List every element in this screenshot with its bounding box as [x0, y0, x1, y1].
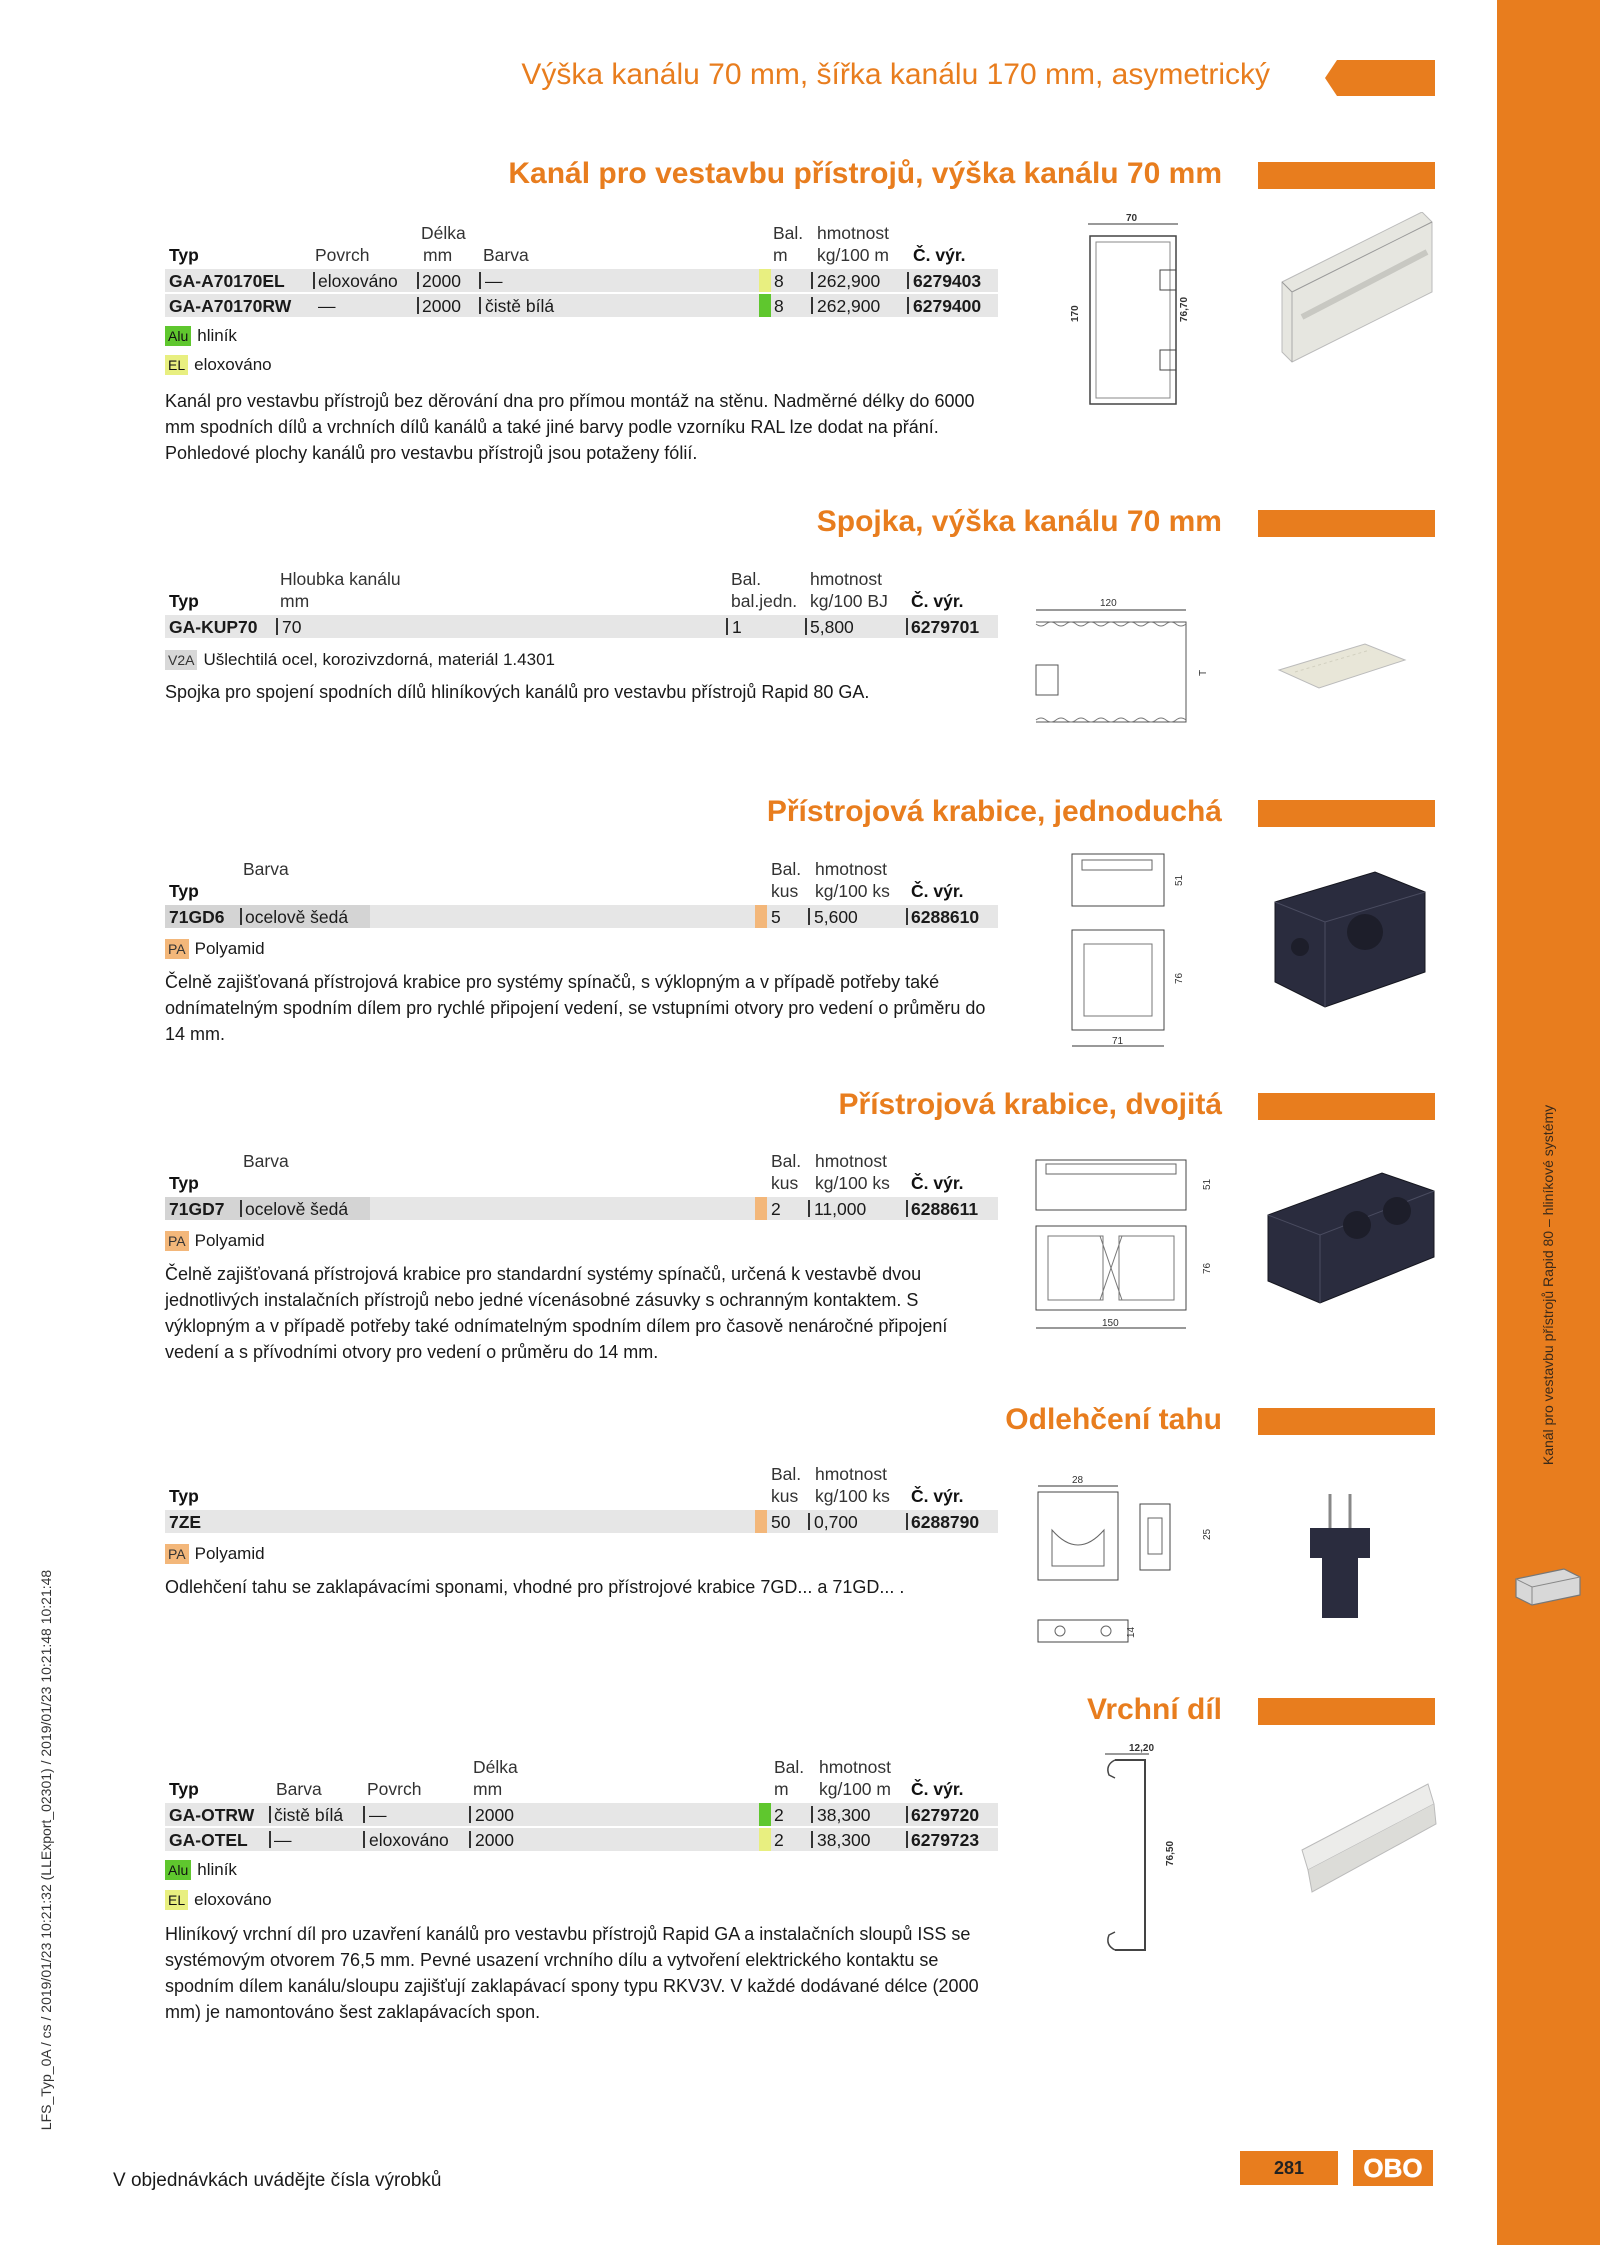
svg-text:71: 71 [1112, 1036, 1124, 1047]
section-bar [1258, 162, 1435, 189]
single-box-photo [1265, 862, 1440, 1022]
legend-item: Alu hliník [165, 1860, 237, 1880]
svg-text:T: T [1198, 669, 1209, 676]
product-table-kanal: Délka Bal. hmotnost Typ Povrch mm Barva m kg/100 m Č. výr. GA-A70170EL eloxováno 2000 — 8 262,900 6279403 GA-A70170RW — 2000 čistě bílá 8 262,900 6279400 [165, 222, 998, 317]
top-cover-profile-drawing [1085, 1740, 1195, 1960]
svg-text:14: 14 [1126, 1626, 1137, 1638]
section-title-krabice-jednoducha: Přístrojová krabice, jednoduchá [766, 795, 1222, 828]
svg-text:51: 51 [1174, 874, 1185, 886]
strain-relief-photo [1300, 1490, 1380, 1630]
product-table-krabice-jednoducha: Barva Bal. hmotnost Typ kus kg/100 ks Č. výr. 71GD6 ocelově šedá 5 5,600 6288610 [165, 858, 998, 930]
svg-text:120: 120 [1100, 598, 1117, 609]
table-row: GA-KUP70 70 1 5,800 6279701 [165, 615, 998, 638]
section-title-kanal: Kanál pro vestavbu přístrojů, výška kanálu 70 mm [508, 157, 1222, 190]
channel-profile-drawing [1060, 210, 1200, 420]
footer-note: V objednávkách uvádějte čísla výrobků [113, 2170, 442, 2191]
description: Čelně zajišťovaná přístrojová krabice pro standardní systémy spínačů, určená k vestavbě dvou jednotlivých instalačních přístrojů nebo jedné vícenásobné zásuvky s ochranným kontaktem. S výklopným a v případě potřeby také odnímatelným spodním dílem pro časově nenáročné připojení vedení a s přívodními otvory pro vedení o průměru do 14 mm. [165, 1264, 948, 1362]
product-table-vrchni-dil: Délka Bal. hmotnost Typ Barva Povrch mm m kg/100 m Č. výr. GA-OTRW čistě bílá — 2000 2 38,300 6279720 GA-OTEL — eloxováno 2000 2 38,300 6279723 [165, 1756, 998, 1851]
strain-relief-drawing [1030, 1470, 1230, 1660]
product-table-krabice-dvojita: Barva Bal. hmotnost Typ kus kg/100 ks Č. výr. 71GD7 ocelově šedá 2 11,000 6288611 [165, 1150, 998, 1222]
section-title-vrchni-dil: Vrchní díl [1086, 1693, 1222, 1726]
product-table-odlehceni: Bal. hmotnost Typ kus kg/100 ks Č. výr. 7ZE 50 0,700 6288790 [165, 1463, 998, 1535]
section-title-odlehceni: Odlehčení tahu [1005, 1403, 1222, 1436]
table-row: GA-OTEL — eloxováno 2000 2 38,300 6279723 [165, 1828, 998, 1851]
double-box-photo [1262, 1165, 1440, 1315]
svg-text:51: 51 [1202, 1178, 1213, 1190]
table-row: 71GD7 ocelově šedá 2 11,000 6288611 [165, 1197, 998, 1220]
svg-text:28: 28 [1072, 1475, 1084, 1486]
page-title: Výška kanálu 70 mm, šířka kanálu 170 mm, asymetrický [521, 58, 1270, 91]
legend-item: Alu hliník [165, 326, 237, 346]
connector-drawing [1030, 590, 1225, 730]
legend-item: EL eloxováno [165, 1890, 272, 1910]
description: Čelně zajišťovaná přístrojová krabice pro systémy spínačů, s výklopným a v případě potřeby také odnímatelným spodním dílem pro rychlé připojení vedení, se vstupními otvory pro vedení o průměru do 14 mm. [165, 972, 986, 1044]
header-tab-marker [1325, 60, 1435, 96]
section-title-spojka: Spojka, výška kanálu 70 mm [816, 505, 1222, 538]
svg-text:OBO: OBO [1363, 2153, 1423, 2183]
section-bar [1258, 1408, 1435, 1435]
table-row: 71GD6 ocelově šedá 5 5,600 6288610 [165, 905, 998, 928]
section-bar [1258, 510, 1435, 537]
svg-text:12,20: 12,20 [1129, 1743, 1155, 1754]
svg-text:76: 76 [1174, 972, 1185, 984]
description: Hliníkový vrchní díl pro uzavření kanálů pro vestavbu přístrojů Rapid GA a instalačních sloupů ISS se systémovým otvorem 76,5 mm. Pevné usazení vrchního dílu a vytvoření elektrického kontaktu se spodním dílem kanálu/sloupu zajišťují zaklapávací spony typu RKV3V. V každé dodávané délce (2000 mm) je namontováno šest zaklapávacích spon. [165, 1924, 979, 2022]
page-number: 281 [1273, 2158, 1305, 2178]
svg-text:70: 70 [1126, 213, 1138, 224]
legend-item: PA Polyamid [165, 1231, 265, 1251]
table-row: GA-A70170RW — 2000 čistě bílá 8 262,900 6279400 [165, 294, 998, 317]
legend-item: V2A Ušlechtilá ocel, korozivzdorná, materiál 1.4301 [165, 650, 555, 670]
svg-text:170: 170 [1070, 305, 1081, 322]
legend-item: EL eloxováno [165, 355, 272, 375]
top-cover-photo [1298, 1780, 1438, 1900]
connector-photo [1275, 640, 1410, 695]
rail-icon [1512, 1565, 1584, 1609]
section-bar [1258, 1093, 1435, 1120]
svg-text:25: 25 [1202, 1528, 1213, 1540]
double-box-drawing [1030, 1150, 1225, 1340]
legend-item: PA Polyamid [165, 939, 265, 959]
svg-text:76,50: 76,50 [1165, 1840, 1176, 1866]
section-title-krabice-dvojita: Přístrojová krabice, dvojitá [838, 1088, 1222, 1121]
print-metadata: LFS_Typ_0A / cs / 2019/01/23 10:21:32 (LLExport_02301) / 2019/01/23 10:21:48 10:21:48 [38, 1569, 54, 2131]
description: Spojka pro spojení spodních dílů hliníkových kanálů pro vestavbu přístrojů Rapid 80 GA. [165, 682, 870, 702]
description: Kanál pro vestavbu přístrojů bez děrování dna pro přímou montáž na stěnu. Nadměrné délky do 6000 mm spodních dílů a vrchních dílů kanálů a také jiné barvy podle vzorníku RAL lze dodat na přání. Pohledové plochy kanálů pro vestavbu přístrojů jsou potaženy fólií. [165, 391, 975, 463]
section-bar [1258, 800, 1435, 827]
obo-logo [1353, 2150, 1433, 2186]
svg-text:76: 76 [1202, 1262, 1213, 1274]
legend-item: PA Polyamid [165, 1544, 265, 1564]
svg-text:76,70: 76,70 [1179, 296, 1190, 322]
description: Odlehčení tahu se zaklapávacími sponami, vhodné pro přístrojové krabice 7GD... a 71GD... . [165, 1577, 905, 1597]
channel-photo [1272, 212, 1437, 412]
single-box-drawing [1062, 848, 1197, 1058]
table-row: GA-A70170EL eloxováno 2000 — 8 262,900 6279403 [165, 269, 998, 292]
svg-text:150: 150 [1102, 1318, 1119, 1329]
section-bar [1258, 1698, 1435, 1725]
sidebar-label: Kanál pro vestavbu přístrojů Rapid 80 – hliníkové systémy [1540, 1104, 1556, 1466]
product-table-spojka: Hloubka kanálu Bal. hmotnost Typ mm bal.jedn. kg/100 BJ Č. výr. GA-KUP70 70 1 5,800 6279701 [165, 568, 998, 640]
table-row: 7ZE 50 0,700 6288790 [165, 1510, 998, 1533]
table-row: GA-OTRW čistě bílá — 2000 2 38,300 6279720 [165, 1803, 998, 1826]
